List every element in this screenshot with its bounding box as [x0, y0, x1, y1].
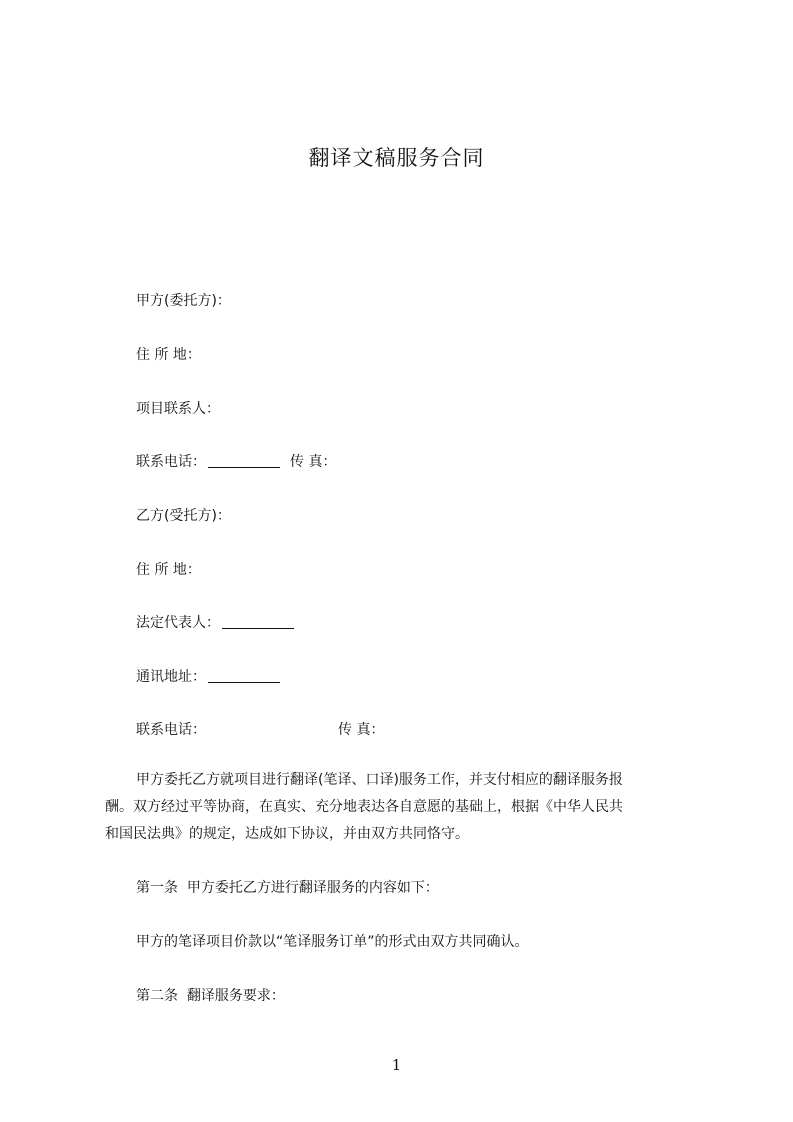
- party-b-mail-address-line: [136, 667, 280, 687]
- article-1-text: 甲方的笔译项目价款以“笔译服务订单”的形式由双方共同确认。: [136, 934, 529, 950]
- party-a-phone-label: 联系电话：: [136, 454, 206, 470]
- party-a-contact-label: 项目联系人：: [136, 401, 220, 417]
- party-a-fax-label: 传 真：: [290, 454, 337, 470]
- preamble-line-3: 和国民法典》的规定，达成如下协议，并由双方共同恪守。: [105, 826, 469, 842]
- party-b-phone-label: 联系电话：: [136, 722, 206, 738]
- party-a-label-line: [136, 291, 231, 311]
- party-b-label: 乙方(受托方)：: [136, 508, 231, 524]
- party-b-legal-rep-blank: [222, 614, 294, 629]
- preamble-line-2: 酬。双方经过平等协商，在真实、充分地表达各自意愿的基础上，根据《中华人民共: [105, 799, 623, 815]
- party-b-mail-address-blank: [208, 668, 280, 683]
- preamble-line-1: 甲方委托乙方就项目进行翻译(笔译、口译)服务工作，并支付相应的翻译服务报: [136, 772, 623, 788]
- party-b-legal-rep-line: [136, 613, 294, 633]
- party-a-phone-blank: [208, 453, 280, 468]
- party-a-contact-line: [136, 399, 220, 419]
- party-a-label: 甲方(委托方)：: [136, 293, 231, 309]
- article-1-heading-line: [136, 878, 439, 898]
- page-number: 1: [391, 1056, 402, 1074]
- preamble-paragraph: [105, 767, 700, 848]
- party-a-address-line: [136, 345, 201, 365]
- article-2-heading-line: [136, 986, 285, 1006]
- party-b-address-line: [136, 560, 201, 580]
- document-title: 翻译文稿服务合同: [308, 146, 485, 170]
- party-a-address-label: 住 所 地：: [136, 347, 201, 363]
- article-1-heading: 第一条 甲方委托乙方进行翻译服务的内容如下：: [136, 880, 439, 896]
- party-b-fax-label: 传 真：: [338, 722, 385, 738]
- party-b-address-label: 住 所 地：: [136, 562, 201, 578]
- article-2-heading: 第二条 翻译服务要求：: [136, 988, 285, 1004]
- party-b-mail-address-label: 通讯地址：: [136, 669, 206, 685]
- party-b-label-line: [136, 506, 231, 526]
- article-1-text-line: [136, 932, 529, 952]
- party-b-legal-rep-label: 法定代表人：: [136, 615, 220, 631]
- party-b-phone-line: [136, 720, 384, 740]
- party-a-phone-line: [136, 452, 336, 472]
